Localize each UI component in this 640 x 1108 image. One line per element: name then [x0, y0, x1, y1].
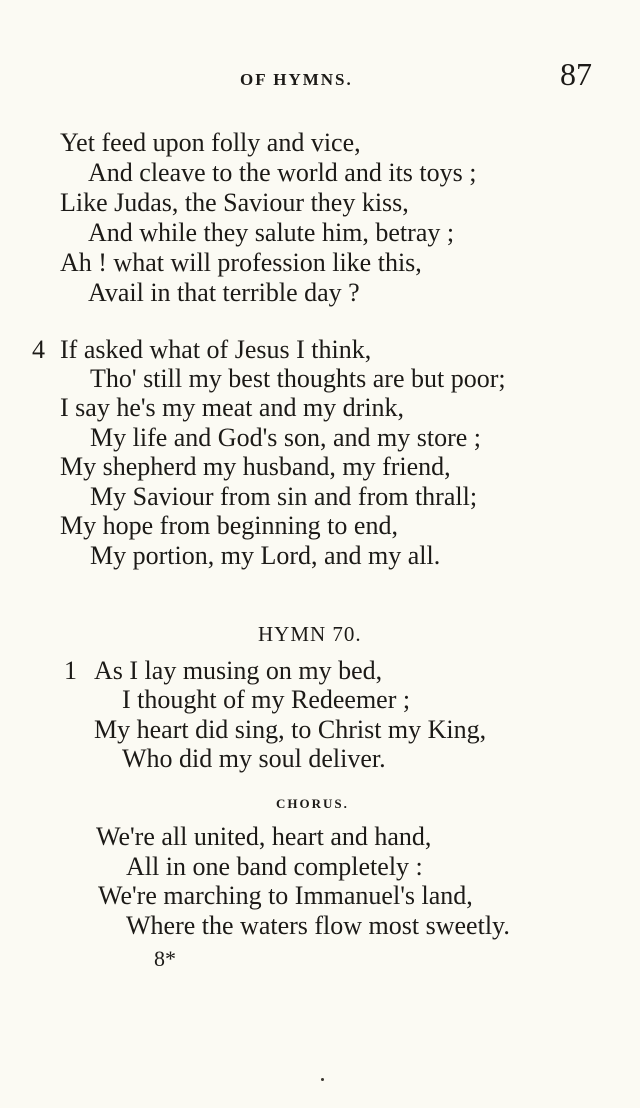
verse-line: My Saviour from sin and from thrall;: [90, 482, 478, 511]
hymn-title: HYMN 70.: [258, 622, 362, 646]
chorus-label: CHORUS.: [276, 796, 349, 811]
continuation-line: Yet feed upon folly and vice,: [60, 128, 361, 157]
continuation-line: Avail in that terrible day ?: [88, 278, 360, 307]
verse-line: Who did my soul deliver.: [122, 744, 386, 773]
chorus-line: All in one band completely :: [126, 852, 423, 881]
verse-line: My portion, my Lord, and my all.: [90, 541, 441, 570]
continuation-line: Like Judas, the Saviour they kiss,: [60, 188, 409, 217]
verse-line: If asked what of Jesus I think,: [60, 335, 372, 364]
page-speck: [321, 1078, 324, 1081]
verse-line: As I lay musing on my bed,: [94, 656, 383, 685]
verse-number: 4: [32, 335, 45, 364]
signature-mark: 8*: [154, 946, 176, 971]
chorus-line: Where the waters flow most sweetly.: [126, 911, 510, 940]
verse-line: My shepherd my husband, my friend,: [60, 452, 451, 481]
continuation-line: Ah ! what will profession like this,: [60, 248, 422, 277]
verse-line: My heart did sing, to Christ my King,: [94, 715, 487, 744]
verse-line: My hope from beginning to end,: [60, 511, 398, 540]
verse-line: I thought of my Redeemer ;: [122, 685, 411, 714]
chorus-line: We're marching to Immanuel's land,: [98, 881, 473, 910]
continuation-line: And while they salute him, betray ;: [88, 218, 455, 247]
verse-line: My life and God's son, and my store ;: [90, 423, 482, 452]
chorus-line: We're all united, heart and hand,: [96, 822, 432, 851]
verse-line: I say he's my meat and my drink,: [60, 393, 405, 422]
verse-line: Tho' still my best thoughts are but poor;: [90, 364, 506, 393]
verse-number: 1: [64, 656, 77, 685]
page-number: 87: [560, 56, 592, 92]
continuation-line: And cleave to the world and its toys ;: [88, 158, 477, 187]
running-head: OF HYMNS.: [240, 70, 353, 89]
